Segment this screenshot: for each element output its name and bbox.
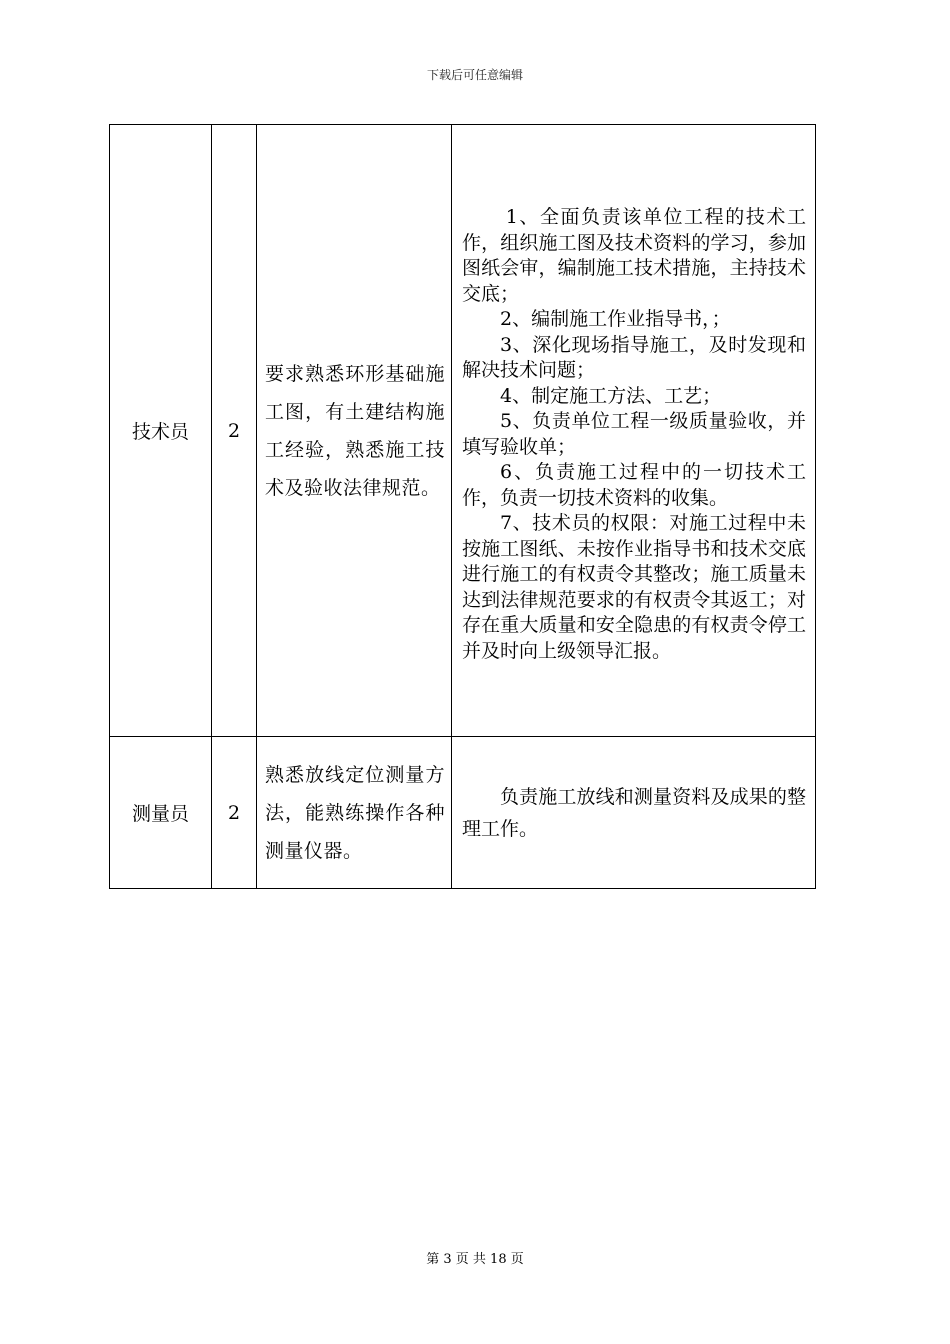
duty-item: 3、深化现场指导施工，及时发现和解决技术问题；	[462, 333, 806, 381]
duties-cell	[452, 737, 816, 889]
duty-item: 5、负责单位工程一级质量验收，并填写验收单；	[462, 410, 806, 458]
duty-item: 1、全面负责该单位工程的技术工作，组织施工图及技术资料的学习，参加图纸会审，编制施工技术措施，主持技术交底；	[462, 206, 806, 305]
count-cell: 2	[212, 737, 257, 889]
page-footer: 第 3 页 共 18 页	[426, 1252, 524, 1267]
requirements-text: 熟悉放线定位测量方法，能熟练操作各种测量仪器。	[265, 763, 445, 862]
duty-item: 6、负责施工过程中的一切技术工作，负责一切技术资料的收集。	[462, 461, 806, 509]
duty-item: 7、技术员的权限：对施工过程中未按施工图纸、未按作业指导书和技术交底进行施工的有权责令其整改；施工质量未达到法律规范要求的有权责令其返工；对存在重大质量和安全隐患的有权责令停工并及时向上级领导汇报。	[462, 512, 806, 662]
staff-responsibility-table	[109, 124, 816, 889]
table-row	[110, 737, 816, 889]
duty-item: 4、制定施工方法、工艺；	[500, 384, 722, 407]
role-cell: 技术员	[110, 125, 212, 737]
duties-list	[462, 205, 806, 664]
requirements-text: 要求熟悉环形基础施工图，有土建结构施工经验，熟悉施工技术及验收法律规范。	[265, 362, 445, 499]
requirements-cell	[257, 737, 452, 889]
requirements-cell	[257, 125, 452, 737]
table-row	[110, 125, 816, 737]
page-header: 下载后可任意编辑	[426, 68, 523, 82]
count-cell: 2	[212, 125, 257, 737]
duties-cell	[452, 125, 816, 737]
duty-item: 负责施工放线和测量资料及成果的整理工作。	[462, 785, 806, 840]
role-cell: 测量员	[110, 737, 212, 889]
duty-item: 2、编制施工作业指导书，；	[500, 308, 731, 330]
